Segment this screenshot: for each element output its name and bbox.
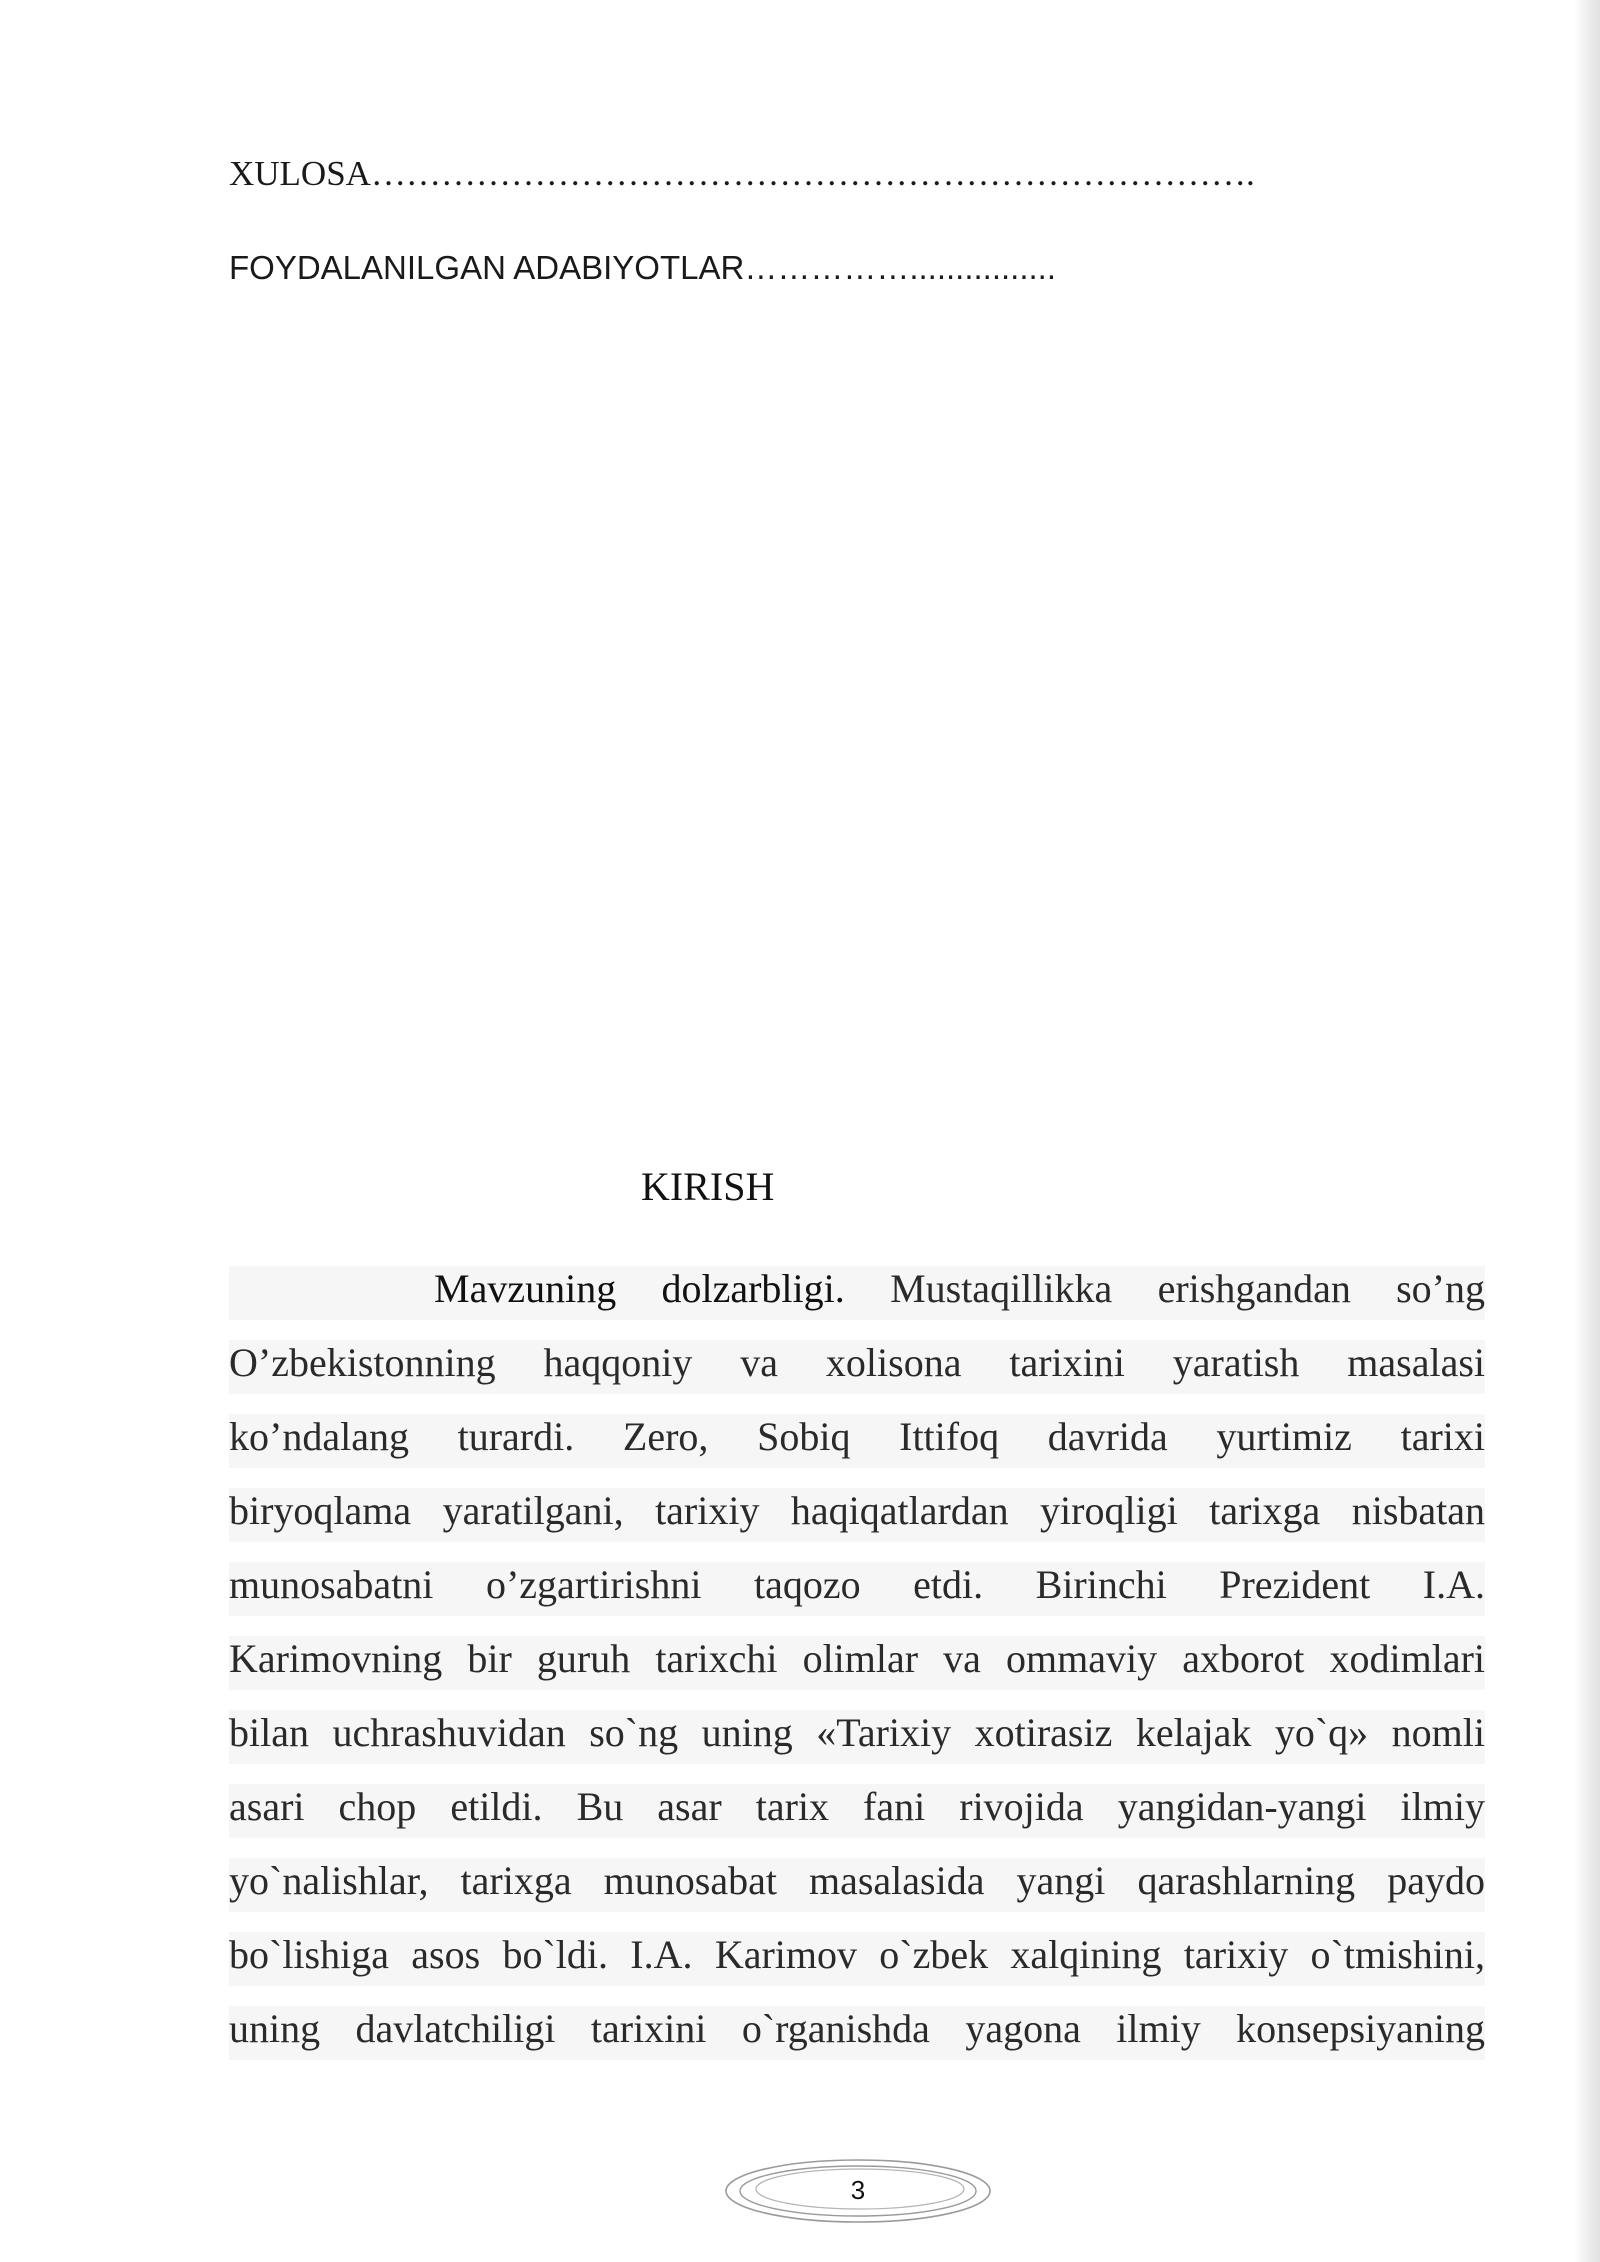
page-edge-shadow xyxy=(1574,0,1600,2262)
paragraph-line: yo`nalishlar, tarixga munosabat masalasida yangi qarashlarning paydo xyxy=(229,1844,1485,1918)
toc-item-foydalanilgan-adabiyotlar: FOYDALANILGAN ADABIYOTLAR……………................ xyxy=(229,249,1057,286)
paragraph-line: asari chop etildi. Bu asar tarix fani rivojida yangidan-yangi ilmiy xyxy=(229,1770,1485,1844)
paragraph-line: munosabatni o’zgartirishni taqozo etdi. Birinchi Prezident I.A. xyxy=(229,1548,1485,1622)
section-heading: KIRISH xyxy=(641,1164,775,1209)
toc-item-xulosa: XULOSA…………………………………………………………………. xyxy=(229,154,1255,193)
paragraph-line xyxy=(229,1252,1485,1326)
paragraph-line: ko’ndalang turardi. Zero, Sobiq Ittifoq davrida yurtimiz tarixi xyxy=(229,1400,1485,1474)
paragraph-line: Karimovning bir guruh tarixchi olimlar va ommaviy axborot xodimlari xyxy=(229,1622,1485,1696)
paragraph-line: uning davlatchiligi tarixini o`rganishda yagona ilmiy konsepsiyaning xyxy=(229,1992,1485,2066)
paragraph-line: bilan uchrashuvidan so`ng uning «Tarixiy xotirasiz kelajak yo`q» nomli xyxy=(229,1696,1485,1770)
page-number: 3 xyxy=(850,2175,866,2205)
paragraph-line: O’zbekistonning haqqoniy va xolisona tarixini yaratish masalasi xyxy=(229,1326,1485,1400)
paragraph-lead: Mavzuning dolzarbligi. xyxy=(434,1266,845,1311)
paragraph-line-text: Mustaqillikka erishgandan so’ng xyxy=(890,1266,1485,1311)
body-paragraph xyxy=(229,1252,1485,2066)
paragraph-line: biryoqlama yaratilgani, tarixiy haqiqatlardan yiroqligi tarixga nisbatan xyxy=(229,1474,1485,1548)
paragraph-line: bo`lishiga asos bo`ldi. I.A. Karimov o`zbek xalqining tarixiy o`tmishini, xyxy=(229,1918,1485,1992)
